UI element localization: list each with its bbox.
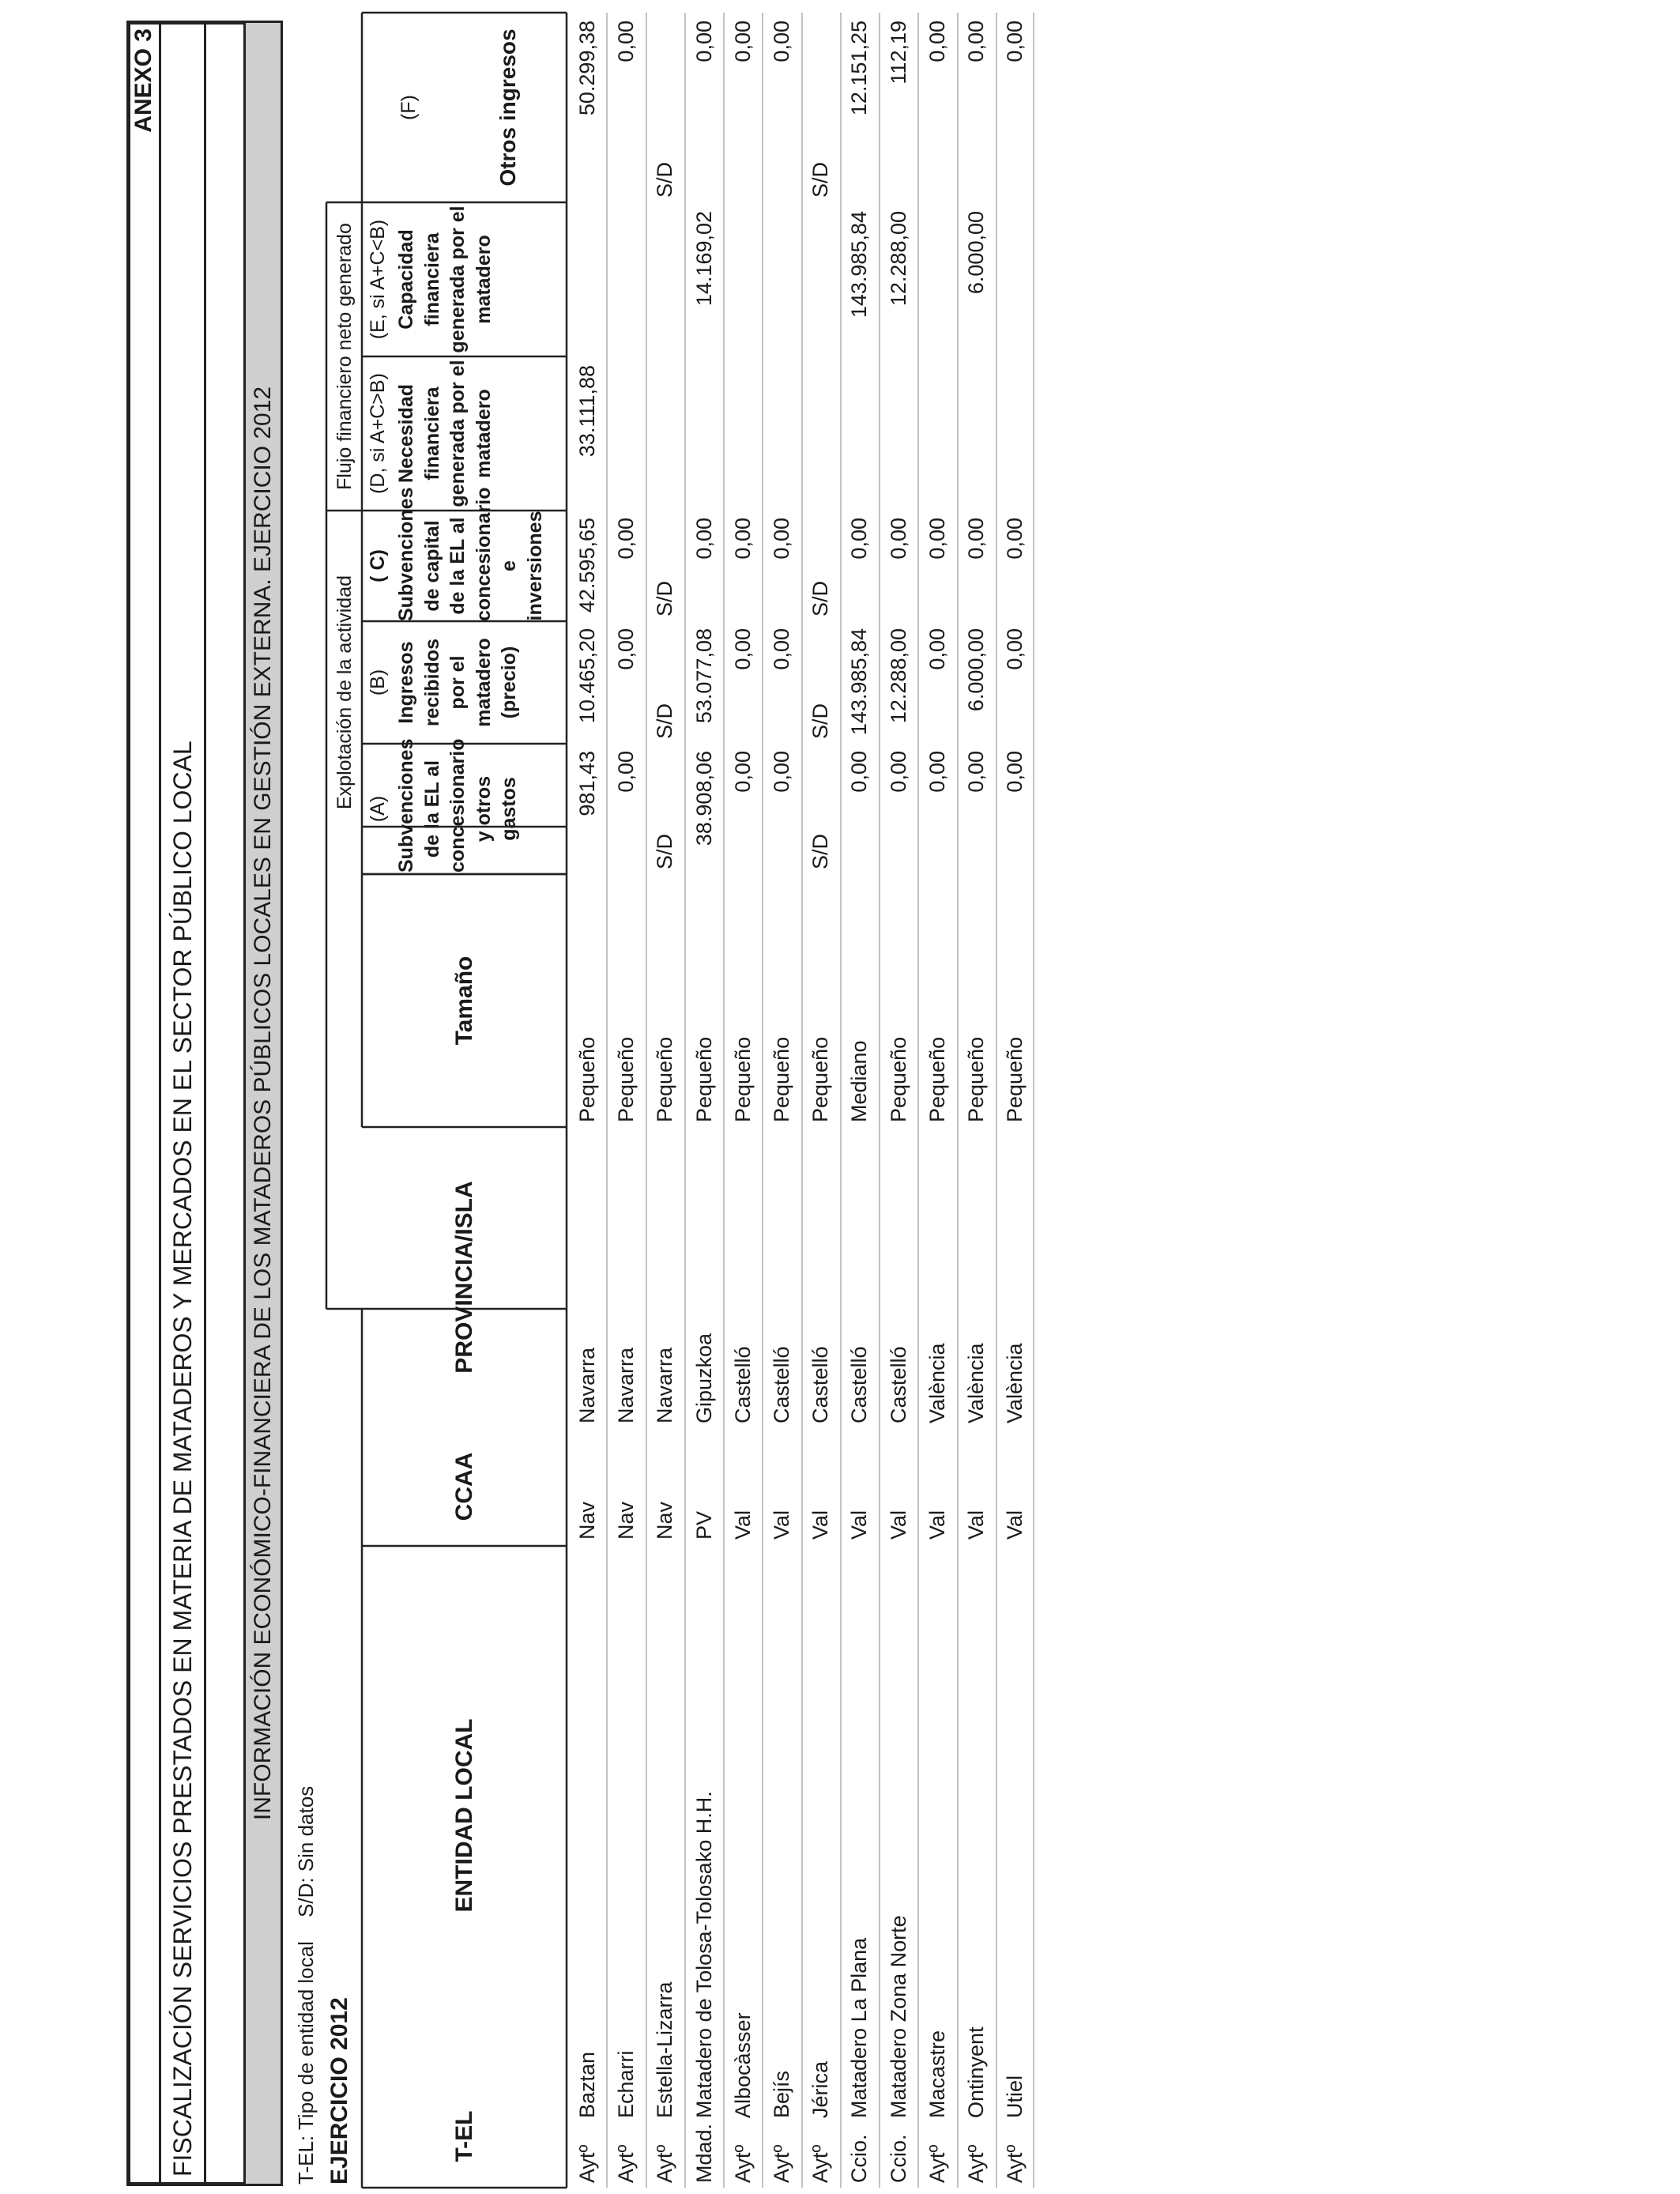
cell-b: 10.465,20	[575, 628, 599, 724]
cell-ccaa: PV	[691, 1510, 716, 1540]
cell-entidad: Echarri	[614, 2050, 638, 2118]
cell-b: 53.077,08	[691, 628, 716, 724]
cell-tel: Aytº	[925, 2144, 949, 2183]
report-title: FISCALIZACIÓN SERVICIOS PRESTADOS EN MATERIA DE MATADEROS Y MERCADOS EN EL SECTOR PÚBLICO LOCAL	[168, 741, 197, 2177]
cell-a: S/D	[653, 833, 677, 869]
cell-provincia: Castelló	[847, 1346, 872, 1423]
cell-entidad: Albocàsser	[730, 2012, 755, 2118]
cell-c: S/D	[808, 580, 833, 616]
cell-tel: Aytº	[808, 2144, 833, 2183]
cell-f: 112,19	[886, 21, 910, 85]
cell-ccaa: Val	[925, 1510, 949, 1540]
cell-tamano: Pequeño	[614, 1036, 638, 1122]
cell-a: 0,00	[886, 751, 910, 793]
cell-tamano: Pequeño	[691, 1036, 716, 1122]
cell-provincia: Navarra	[653, 1347, 677, 1423]
cell-entidad: Utiel	[1003, 2075, 1027, 2118]
cell-a: 0,00	[1003, 751, 1027, 793]
cell-entidad: Matadero La Plana	[847, 1937, 872, 2118]
cell-f: 0,00	[770, 21, 793, 62]
cell-tel: Aytº	[730, 2144, 755, 2183]
cell-tamano: Pequeño	[1003, 1036, 1027, 1122]
cell-c: 0,00	[886, 518, 910, 560]
cell-tel: Aytº	[964, 2144, 988, 2183]
cell-a: 0,00	[847, 751, 872, 793]
year-label: EJERCICIO 2012	[326, 1997, 352, 2185]
cell-ccaa: Val	[730, 1510, 755, 1540]
cell-f: S/D	[653, 161, 677, 198]
cell-b: 12.288,00	[886, 628, 910, 724]
col-c-label: Subvenciones de capital de la EL al concesionario e inversiones	[395, 487, 546, 621]
legend-sd: S/D: Sin datos	[294, 1785, 318, 1917]
col-a-label: Subvenciones de la EL al concesionario y otros gastos	[395, 738, 520, 873]
cell-tamano: Pequeño	[886, 1036, 910, 1122]
cell-d: 33.111,88	[575, 365, 599, 458]
cell-b: S/D	[808, 703, 833, 739]
cell-tel: Aytº	[653, 2144, 677, 2183]
cell-entidad: Ontinyent	[964, 2026, 988, 2118]
cell-c: 0,00	[691, 518, 716, 560]
cell-entidad: Matadero de Tolosa-Tolosako H.H.	[691, 1791, 716, 2118]
cell-tamano: Pequeño	[964, 1036, 988, 1122]
cell-a: 38.908,06	[691, 751, 716, 846]
cell-b: 0,00	[614, 628, 638, 670]
cell-f: S/D	[808, 161, 833, 198]
cell-c: 0,00	[614, 518, 638, 560]
explotacion-header: Explotación de la actividad	[333, 575, 356, 810]
cell-a: 0,00	[614, 751, 638, 793]
cell-f: 0,00	[1003, 21, 1027, 62]
col-e-code: (E, si A+C<B)	[367, 219, 389, 340]
cell-tamano: Pequeño	[575, 1036, 599, 1122]
cell-tel: Aytº	[770, 2144, 793, 2183]
cell-tamano: Pequeño	[925, 1036, 949, 1122]
cell-e: 143.985,84	[847, 211, 872, 319]
cell-provincia: Navarra	[575, 1347, 599, 1423]
cell-tel: Aytº	[575, 2144, 599, 2183]
cell-entidad: Jérica	[808, 2060, 833, 2118]
cell-e: 14.169,02	[691, 211, 716, 307]
cell-tel: Ccio.	[886, 2134, 910, 2183]
col-tamano-header: Tamaño	[450, 956, 477, 1046]
section-title: INFORMACIÓN ECONÓMICO-FINANCIERA DE LOS MATADEROS PÚBLICOS LOCALES EN GESTIÓN EXTERNA. EJERCICIO 2012	[250, 386, 276, 1821]
cell-c: 42.595,65	[575, 518, 599, 613]
cell-b: 143.985,84	[847, 628, 872, 736]
cell-entidad: Estella-Lizarra	[653, 1981, 677, 2118]
cell-f: 0,00	[614, 21, 638, 62]
cell-tamano: Pequeño	[808, 1036, 833, 1122]
cell-b: 6.000,00	[964, 628, 988, 712]
cell-tamano: Pequeño	[770, 1036, 793, 1122]
cell-entidad: Macastre	[925, 2030, 949, 2118]
cell-c: 0,00	[730, 518, 755, 560]
col-provincia-header: PROVINCIA/ISLA	[450, 1181, 477, 1374]
col-b-label: Ingresos recibidos por el matadero (precio)	[395, 638, 520, 727]
col-entidad-header: ENTIDAD LOCAL	[450, 1718, 477, 1913]
col-f-code: (F)	[397, 95, 420, 120]
cell-f: 0,00	[964, 21, 988, 62]
col-tel-header: T-EL	[450, 2110, 477, 2162]
cell-tel: Mdad.	[691, 2123, 716, 2183]
cell-a: 0,00	[964, 751, 988, 793]
cell-provincia: Castelló	[730, 1346, 755, 1423]
cell-a: 0,00	[730, 751, 755, 793]
cell-a: 981,43	[575, 751, 599, 816]
cell-ccaa: Nav	[575, 1501, 599, 1540]
cell-provincia: València	[1003, 1343, 1027, 1423]
cell-e: 12.288,00	[886, 211, 910, 307]
cell-f: 12.151,25	[847, 21, 872, 116]
cell-tel: Aytº	[1003, 2144, 1027, 2183]
cell-ccaa: Val	[847, 1510, 872, 1540]
cell-f: 50.299,38	[575, 21, 599, 116]
cell-a: 0,00	[770, 751, 793, 793]
col-ccaa-header: CCAA	[450, 1452, 477, 1521]
cell-a: S/D	[808, 833, 833, 869]
cell-b: 0,00	[770, 628, 793, 670]
cell-entidad: Matadero Zona Norte	[886, 1915, 910, 2118]
cell-provincia: Castelló	[886, 1346, 910, 1423]
cell-f: 0,00	[730, 21, 755, 62]
cell-c: 0,00	[925, 518, 949, 560]
cell-b: 0,00	[730, 628, 755, 670]
cell-tamano: Pequeño	[730, 1036, 755, 1122]
cell-tel: Ccio.	[847, 2134, 872, 2183]
cell-provincia: Gipuzkoa	[691, 1333, 716, 1423]
cell-c: 0,00	[1003, 518, 1027, 560]
cell-ccaa: Val	[808, 1510, 833, 1540]
col-b-code: (B)	[367, 669, 389, 696]
cell-c: 0,00	[847, 518, 872, 560]
cell-ccaa: Val	[964, 1510, 988, 1540]
cell-ccaa: Val	[770, 1510, 793, 1540]
cell-provincia: València	[964, 1343, 988, 1423]
cell-provincia: Castelló	[808, 1346, 833, 1423]
cell-provincia: Castelló	[770, 1346, 793, 1423]
cell-b: 0,00	[925, 628, 949, 670]
col-d-code: (D, si A+C>B)	[367, 373, 389, 494]
cell-provincia: València	[925, 1343, 949, 1423]
cell-ccaa: Nav	[653, 1501, 677, 1540]
cell-entidad: Baztan	[575, 2051, 599, 2118]
cell-c: S/D	[653, 580, 677, 616]
cell-ccaa: Nav	[614, 1501, 638, 1540]
cell-e: 6.000,00	[964, 211, 988, 295]
cell-tamano: Mediano	[847, 1040, 872, 1122]
cell-a: 0,00	[925, 751, 949, 793]
cell-b: 0,00	[1003, 628, 1027, 670]
legend-tel: T-EL: Tipo de entidad local	[294, 1941, 318, 2185]
cell-ccaa: Val	[1003, 1510, 1027, 1540]
cell-ccaa: Val	[886, 1510, 910, 1540]
cell-f: 0,00	[925, 21, 949, 62]
cell-tamano: Pequeño	[653, 1036, 677, 1122]
cell-entidad: Bejís	[770, 2070, 793, 2118]
cell-c: 0,00	[964, 518, 988, 560]
cell-provincia: Navarra	[614, 1347, 638, 1423]
col-d-label: Necesidad financiera generada por el matadero	[395, 360, 495, 507]
col-c-code: ( C)	[367, 549, 389, 582]
annex-label: ANEXO 3	[130, 28, 156, 133]
cell-c: 0,00	[770, 518, 793, 560]
col-a-code: (A)	[367, 795, 389, 823]
cell-f: 0,00	[691, 21, 716, 62]
col-e-label: Capacidad financiera generada por el matadero	[395, 205, 495, 353]
cell-tel: Aytº	[614, 2144, 638, 2183]
col-f-label: Otros ingresos	[495, 28, 520, 187]
cell-b: S/D	[653, 703, 677, 739]
flujo-header: Flujo financiero neto generado	[333, 223, 356, 490]
